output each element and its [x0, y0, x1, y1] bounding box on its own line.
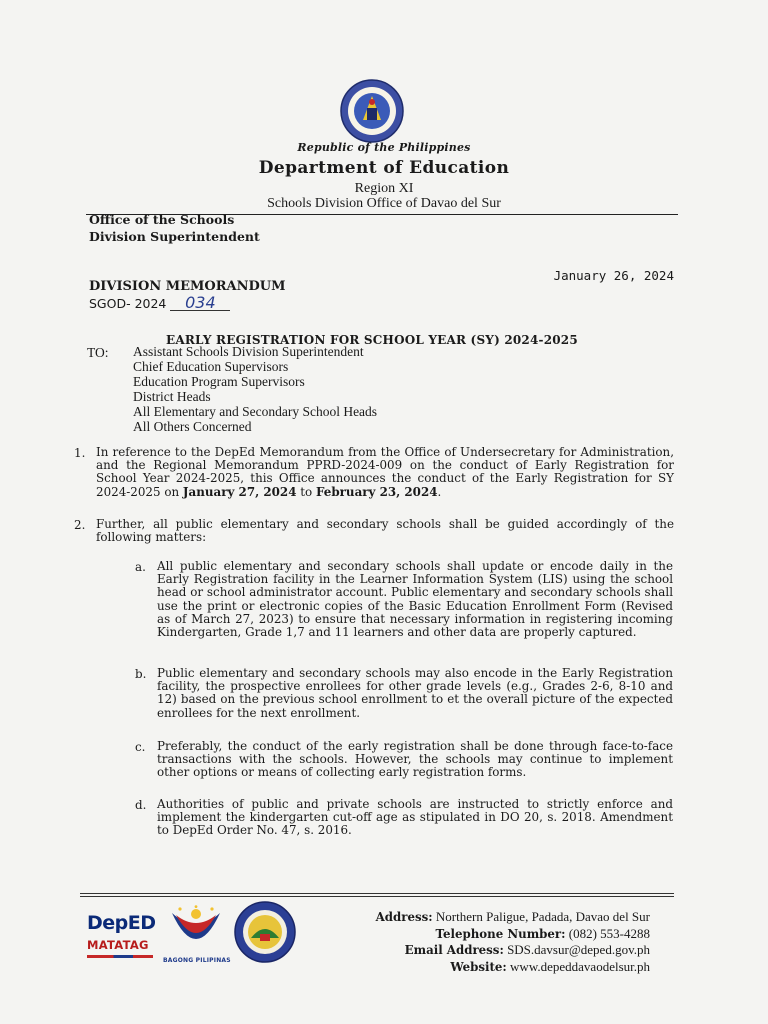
- paragraph-1-number: 1.: [74, 446, 86, 460]
- office-line-2: Division Superintendent: [89, 229, 260, 244]
- item-c-text: Preferably, the conduct of the early registration shall be done through face-to-face transactions with the schools. However, the schools may continue to implement other options or means of collecting early registration forms.: [157, 739, 673, 780]
- address-value: Northern Paligue, Padada, Davao del Sur: [435, 909, 650, 924]
- recipient-list: [133, 345, 377, 434]
- phone-line: [376, 926, 650, 943]
- memo-number-handwritten: 034: [170, 296, 230, 311]
- website-line: [376, 959, 650, 976]
- address-line: [376, 909, 650, 926]
- memo-date: January 26, 2024: [553, 268, 674, 283]
- item-a-letter: a.: [135, 560, 146, 574]
- item-b-letter: b.: [135, 667, 147, 681]
- address-label: Address:: [375, 910, 433, 924]
- to-label: TO:: [87, 345, 109, 360]
- region-heading: Region XI: [354, 181, 414, 196]
- recipient-item: All Others Concerned: [133, 418, 252, 434]
- website-value[interactable]: www.depeddavaodelsur.ph: [510, 958, 650, 974]
- paragraph-1-text: In reference to the DepEd Memorandum from the Office of Undersecretary for Administration, and the Regional Memorandum PPRD-2024-009 on the conduct of Early Registration for School Year 2024-2025, this Office announces the conduct of the Early Registration for SY 2024-2025 on: [96, 445, 674, 499]
- bagong-pilipinas-logo-icon: [166, 905, 226, 957]
- sdo-davao-del-sur-seal-icon: [233, 900, 297, 964]
- deped-logo-text: DepED: [87, 912, 156, 934]
- item-d-text: Authorities of public and private schools are instructed to strictly enforce and implement the kindergarten cut-off age as stipulated in DO 20, s. 2018. Amendment to DepEd Order No. 47, s. 2016.: [157, 797, 673, 838]
- item-c-letter: c.: [135, 740, 146, 754]
- website-label: Website:: [450, 959, 507, 974]
- republic-heading: Republic of the Philippines: [297, 141, 471, 154]
- matatag-logo-text: MATATAG: [87, 938, 149, 952]
- paragraph-1-end: .: [437, 484, 442, 499]
- recipient-item: Chief Education Supervisors: [133, 358, 289, 374]
- footer-divider: [80, 896, 674, 897]
- matatag-logo-bar: [87, 955, 153, 958]
- recipient-item: Assistant Schools Division Superintendent: [133, 344, 364, 359]
- recipient-item: All Elementary and Secondary School Heads: [133, 403, 378, 419]
- paragraph-1: [96, 446, 674, 499]
- office-block: [89, 211, 260, 245]
- paragraph-2-number: 2.: [74, 518, 86, 532]
- deped-seal-icon: [339, 78, 405, 144]
- email-label: Email Address:: [404, 943, 504, 957]
- memo-subject: EARLY REGISTRATION FOR SCHOOL YEAR (SY) 2024-2025: [166, 333, 578, 347]
- item-a-text: All public elementary and secondary schools shall update or encode daily in the Early Registration facility in the Learner Information System (LIS) using the school head or school administrator account. Public elementary and secondary schools shall use the print or electronic copies of the Basic Education Enrollment Form (Revised as of March 27, 2023) to ensure that necessary information in registering incoming Kindergarten, Grade 1,7 and 11 learners and other data are properly captured.: [157, 559, 673, 640]
- item-d-letter: d.: [135, 798, 147, 812]
- department-heading: Department of Education: [258, 158, 510, 178]
- email-line: [376, 942, 650, 959]
- paragraph-1-start-date: January 27, 2024: [182, 484, 297, 499]
- memo-number-prefix: SGOD- 2024: [89, 296, 167, 311]
- phone-value: (082) 553-4288: [568, 925, 650, 941]
- recipient-item: Education Program Supervisors: [133, 373, 305, 389]
- phone-label: Telephone Number:: [435, 926, 566, 941]
- bagong-pilipinas-text: BAGONG PILIPINAS: [163, 957, 231, 964]
- footer-divider: [80, 893, 674, 894]
- email-value[interactable]: SDS.davsur@deped.gov.ph: [507, 942, 650, 957]
- office-line-1: Office of the Schools: [89, 212, 235, 227]
- paragraph-1-end-date: February 23, 2024: [315, 484, 438, 499]
- paragraph-1-to: to: [296, 484, 316, 499]
- memo-number: [89, 293, 230, 312]
- sdo-heading: Schools Division Office of Davao del Sur: [267, 196, 501, 211]
- memo-title: DIVISION MEMORANDUM: [89, 279, 286, 294]
- paragraph-2: Further, all public elementary and secondary schools shall be guided accordingly of the following matters:: [96, 517, 674, 545]
- item-b-text: Public elementary and secondary schools may also encode in the Early Registration facility, the prospective enrollees for other grade levels (e.g., Grades 2-6, 8-10 and 12) based on the previous school enrollment to et the overall picture of the expected enrollees for the next enrollment.: [157, 666, 673, 720]
- recipient-item: District Heads: [133, 388, 211, 404]
- contact-block: [376, 909, 650, 975]
